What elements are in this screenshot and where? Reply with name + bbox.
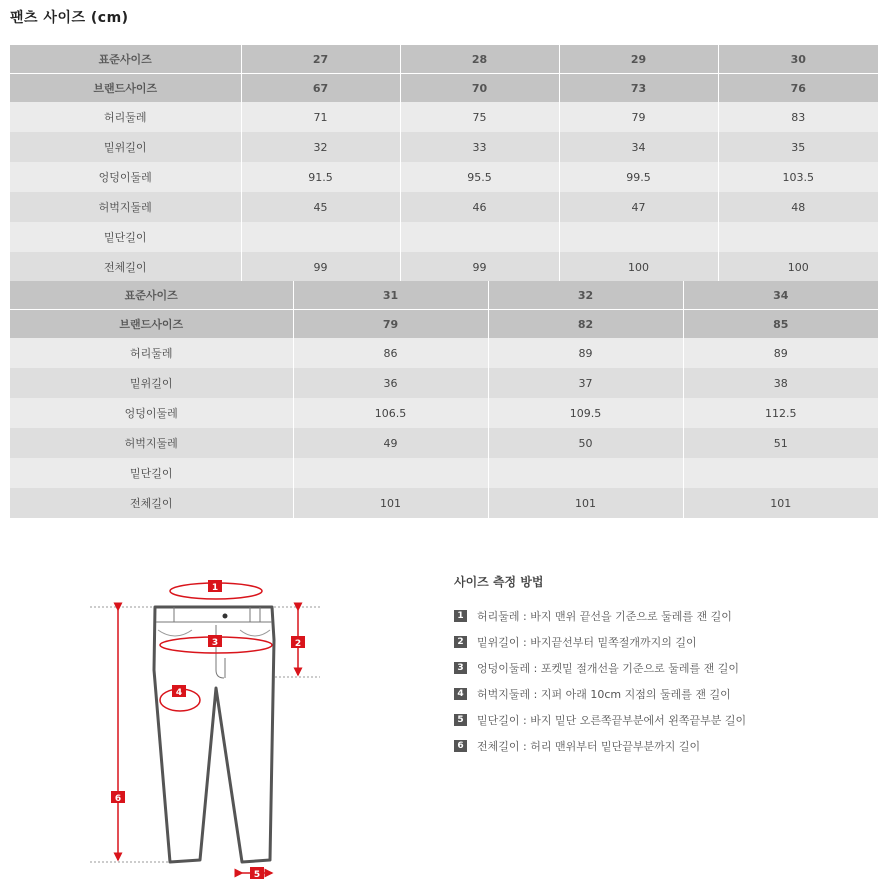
table-cell: 86 xyxy=(293,338,488,368)
table-cell: 101 xyxy=(683,488,878,518)
table-cell: 79 xyxy=(559,102,718,132)
table-row xyxy=(10,222,878,252)
table-cell: 100 xyxy=(718,252,878,282)
table-row xyxy=(10,428,878,458)
marker-4 xyxy=(172,685,186,698)
svg-text:6: 6 xyxy=(114,794,122,804)
header-cell: 34 xyxy=(683,281,878,310)
header-cell: 28 xyxy=(400,45,559,74)
table-row xyxy=(10,368,878,398)
table-cell xyxy=(488,458,683,488)
marker-3 xyxy=(208,635,222,648)
table-cell: 35 xyxy=(718,132,878,162)
table-row xyxy=(10,398,878,428)
standard-size-header-row xyxy=(10,281,878,310)
table-cell xyxy=(559,222,718,252)
svg-text:5: 5 xyxy=(253,870,261,880)
row-label: 전체길이 xyxy=(10,488,293,518)
table-cell: 89 xyxy=(683,338,878,368)
header-cell: 76 xyxy=(718,74,878,103)
row-label: 밑위길이 xyxy=(10,368,293,398)
method-text: 밑위길이 : 바지끝선부터 밑쪽절개까지의 길이 xyxy=(477,636,697,649)
header-cell: 73 xyxy=(559,74,718,103)
table-cell: 83 xyxy=(718,102,878,132)
table-cell xyxy=(718,222,878,252)
table-cell xyxy=(683,458,878,488)
row-label: 밑단길이 xyxy=(10,222,241,252)
header-cell: 표준사이즈 xyxy=(10,45,241,74)
table-cell: 45 xyxy=(241,192,400,222)
method-text: 밑단길이 : 바지 밑단 오른쪽끝부분에서 왼쪽끝부분 길이 xyxy=(477,714,747,727)
table-row xyxy=(10,488,878,518)
method-text: 전체길이 : 허리 맨위부터 밑단끝부분까지 길이 xyxy=(477,740,701,753)
table-cell: 49 xyxy=(293,428,488,458)
table-cell: 32 xyxy=(241,132,400,162)
table-cell: 37 xyxy=(488,368,683,398)
table-cell: 71 xyxy=(241,102,400,132)
table-row xyxy=(10,162,878,192)
row-label: 전체길이 xyxy=(10,252,241,282)
table-cell: 46 xyxy=(400,192,559,222)
table-cell: 91.5 xyxy=(241,162,400,192)
table-cell xyxy=(241,222,400,252)
header-cell: 85 xyxy=(683,310,878,339)
table-row xyxy=(10,192,878,222)
table-cell: 99 xyxy=(241,252,400,282)
brand-size-header-row xyxy=(10,74,878,103)
table-row xyxy=(10,102,878,132)
header-cell: 표준사이즈 xyxy=(10,281,293,310)
table-row xyxy=(10,338,878,368)
header-cell: 79 xyxy=(293,310,488,339)
table-cell: 38 xyxy=(683,368,878,398)
standard-size-header-row xyxy=(10,45,878,74)
row-label: 밑위길이 xyxy=(10,132,241,162)
table-row xyxy=(10,132,878,162)
number-badge: 2 xyxy=(454,636,467,648)
row-label: 밑단길이 xyxy=(10,458,293,488)
method-item xyxy=(454,681,746,707)
brand-size-header-row xyxy=(10,310,878,339)
pants-illustration xyxy=(80,570,340,885)
row-label: 허리둘레 xyxy=(10,338,293,368)
table-cell: 103.5 xyxy=(718,162,878,192)
size-table-2 xyxy=(10,281,878,518)
header-cell: 29 xyxy=(559,45,718,74)
table-cell: 47 xyxy=(559,192,718,222)
svg-text:2: 2 xyxy=(294,639,302,649)
number-badge: 1 xyxy=(454,610,467,622)
table-cell: 95.5 xyxy=(400,162,559,192)
table-row xyxy=(10,252,878,282)
table-cell: 99.5 xyxy=(559,162,718,192)
method-text: 허리둘레 : 바지 맨위 끝선을 기준으로 둘레를 잰 길이 xyxy=(477,610,732,623)
header-cell: 31 xyxy=(293,281,488,310)
row-label: 허리둘레 xyxy=(10,102,241,132)
header-cell: 브랜드사이즈 xyxy=(10,74,241,103)
table-cell xyxy=(400,222,559,252)
header-cell: 30 xyxy=(718,45,878,74)
table-cell: 34 xyxy=(559,132,718,162)
number-badge: 4 xyxy=(454,688,467,700)
table-row xyxy=(10,458,878,488)
measurement-method-section xyxy=(454,573,746,759)
table-cell: 109.5 xyxy=(488,398,683,428)
table-cell: 89 xyxy=(488,338,683,368)
table-cell: 101 xyxy=(293,488,488,518)
table-cell xyxy=(293,458,488,488)
header-cell: 67 xyxy=(241,74,400,103)
table-cell: 75 xyxy=(400,102,559,132)
svg-text:1: 1 xyxy=(211,583,219,593)
table-cell: 100 xyxy=(559,252,718,282)
table-cell: 106.5 xyxy=(293,398,488,428)
table-cell: 51 xyxy=(683,428,878,458)
measurement-method-title: 사이즈 측정 방법 xyxy=(454,575,544,589)
row-label: 허벅지둘레 xyxy=(10,428,293,458)
marker-1 xyxy=(208,580,222,593)
method-item xyxy=(454,655,746,681)
method-item xyxy=(454,733,746,759)
row-label: 엉덩이둘레 xyxy=(10,398,293,428)
row-label: 엉덩이둘레 xyxy=(10,162,241,192)
number-badge: 5 xyxy=(454,714,467,726)
marker-6 xyxy=(111,791,125,804)
svg-text:4: 4 xyxy=(175,688,183,698)
table-cell: 99 xyxy=(400,252,559,282)
table-cell: 48 xyxy=(718,192,878,222)
table-cell: 112.5 xyxy=(683,398,878,428)
size-table-1 xyxy=(10,45,878,282)
number-badge: 6 xyxy=(454,740,467,752)
page-title: 팬츠 사이즈 (cm) xyxy=(10,10,129,26)
row-label: 허벅지둘레 xyxy=(10,192,241,222)
header-cell: 32 xyxy=(488,281,683,310)
header-cell: 27 xyxy=(241,45,400,74)
method-text: 엉덩이둘레 : 포켓밑 절개선을 기준으로 둘레를 잰 길이 xyxy=(477,662,739,675)
svg-text:3: 3 xyxy=(211,638,219,648)
method-text: 허벅지둘레 : 지퍼 아래 10cm 지점의 둘레를 잰 길이 xyxy=(477,688,731,701)
method-item xyxy=(454,629,746,655)
header-cell: 70 xyxy=(400,74,559,103)
method-item xyxy=(454,707,746,733)
header-cell: 브랜드사이즈 xyxy=(10,310,293,339)
table-cell: 101 xyxy=(488,488,683,518)
table-cell: 50 xyxy=(488,428,683,458)
method-item xyxy=(454,603,746,629)
marker-2 xyxy=(291,636,305,649)
table-cell: 33 xyxy=(400,132,559,162)
table-cell: 36 xyxy=(293,368,488,398)
marker-5 xyxy=(250,867,264,880)
pants-measurement-diagram xyxy=(80,570,340,885)
header-cell: 82 xyxy=(488,310,683,339)
number-badge: 3 xyxy=(454,662,467,674)
